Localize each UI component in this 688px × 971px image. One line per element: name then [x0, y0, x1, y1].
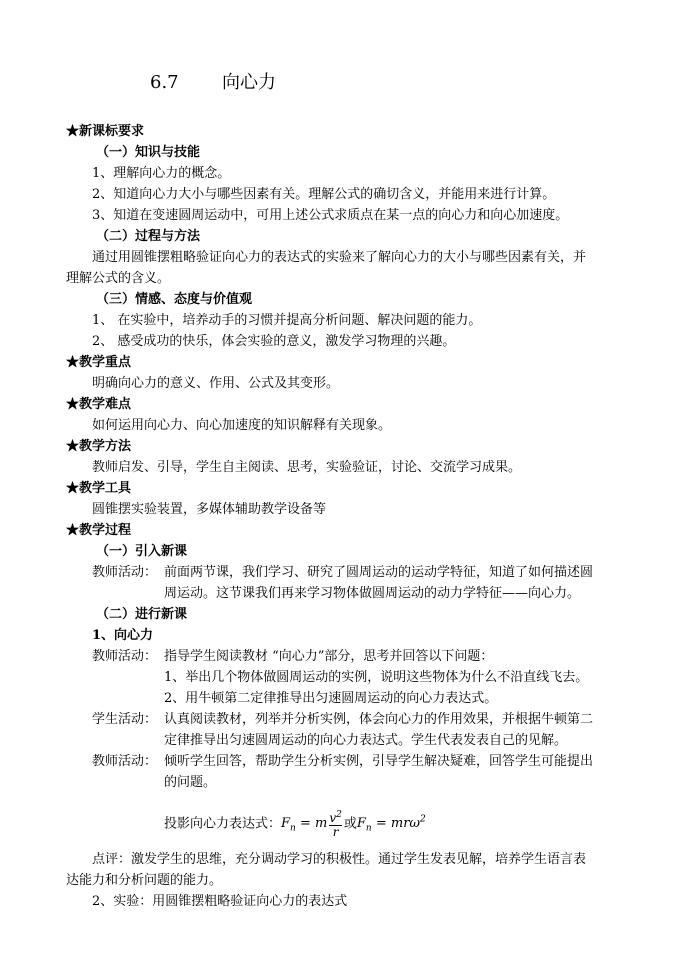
key-points-text: 明确向心力的意义、作用、公式及其变形。 — [92, 376, 340, 391]
teacher-activity-label: 教师活动： — [92, 649, 158, 664]
knowledge-heading: （一）知识与技能 — [96, 145, 201, 160]
tools-text: 圆锥摆实验装置，多媒体辅助教学设备等 — [92, 502, 327, 517]
emotion-item-2: 2、 感受成功的快乐，体会实验的意义，激发学习物理的兴趣。 — [92, 334, 456, 349]
question-2: 2、用牛顿第二定律推导出匀速圆周运动的向心力表达式。 — [164, 691, 498, 706]
intro-heading: （一）引入新课 — [96, 544, 188, 559]
knowledge-item-1: 1、理解向心力的概念。 — [92, 166, 231, 181]
teacher-activity-1: 教师活动： 指导学生阅读教材 “向心力”部分，思考并回答以下问题： — [92, 647, 493, 667]
formula-fraction: $\frac{v^2}{r}$ — [329, 809, 342, 839]
difficulties-text: 如何运用向心力、向心加速度的知识解释有关现象。 — [92, 418, 392, 433]
student-activity-label: 学生活动： — [92, 712, 158, 727]
methods-text: 教师启发、引导，学生自主阅读、思考，实验验证，讨论、交流学习成果。 — [92, 460, 522, 475]
process-method-heading: （二）过程与方法 — [96, 229, 201, 244]
centripetal-force-subheading: 1、向心力 — [92, 628, 154, 643]
knowledge-item-3: 3、知道在变速圆周运动中，可用上述公式求质点在某一点的向心力和向心加速度。 — [92, 208, 569, 223]
comment-line-1: 点评：激发学生的思维，充分调动学习的积极性。通过学生发表见解，培养学生语言表 — [92, 852, 587, 867]
section-number: 6.7 — [150, 72, 179, 93]
section-title: 向心力 — [222, 72, 276, 93]
formula-or: 或 — [343, 816, 357, 832]
teacher-activity-label: 教师活动： — [92, 754, 158, 769]
tools-heading: ★教学工具 — [66, 481, 132, 496]
intro-teacher-line-2: 周运动。这节课我们再来学习物体做圆周运动的动力学特征——向心力。 — [164, 586, 581, 601]
new-lesson-heading: （二）进行新课 — [96, 607, 188, 622]
comment-line-2: 达能力和分析问题的能力。 — [66, 873, 223, 888]
teacher-activity-2-line-1: 教师活动： 倾听学生回答，帮助学生分析实例，引导学生解决疑难，回答学生可能提出 — [92, 752, 593, 772]
methods-heading: ★教学方法 — [66, 439, 132, 454]
teacher-activity-2-line-2: 的问题。 — [164, 775, 217, 790]
knowledge-item-2: 2、知道向心力大小与哪些因素有关。理解公式的确切含义，并能用来进行计算。 — [92, 187, 556, 202]
page-title — [150, 68, 276, 94]
experiment-heading: 2、实验：用圆锥摆粗略验证向心力的表达式 — [92, 894, 348, 909]
teacher-activity-label: 教师活动： — [92, 565, 158, 580]
teaching-process-heading: ★教学过程 — [66, 523, 132, 538]
formula-f-2: $F_n = mr\omega^2$ — [356, 815, 426, 834]
question-1: 1、举出几个物体做圆周运动的实例，说明这些物体为什么不沿直线飞去。 — [164, 670, 589, 685]
intro-teacher-line-1: 教师活动： 前面两节课，我们学习、研究了圆周运动的运动学特征，知道了如何描述圆 — [92, 563, 593, 583]
formula-f: $F_n = m$ — [281, 816, 328, 834]
emotion-heading: （三）情感、态度与价值观 — [96, 292, 253, 307]
requirements-heading: ★新课标要求 — [66, 124, 145, 139]
student-activity-line-1: 学生活动： 认真阅读教材，列举并分析实例，体会向心力的作用效果，并根据牛顿第二 — [92, 710, 593, 730]
formula-label: 投影向心力表达式： — [164, 816, 282, 832]
key-points-heading: ★教学重点 — [66, 355, 132, 370]
student-activity-line-2: 定律推导出匀速圆周运动的向心力表达式。学生代表发表自己的见解。 — [164, 733, 568, 748]
difficulties-heading: ★教学难点 — [66, 397, 132, 412]
process-method-line-1: 通过用圆锥摆粗略验证向心力的表达式的实验来了解向心力的大小与哪些因素有关，并 — [92, 250, 587, 265]
formula-line — [164, 806, 426, 843]
emotion-item-1: 1、 在实验中，培养动手的习惯并提高分析问题、解决问题的能力。 — [92, 313, 482, 328]
process-method-line-2: 理解公式的含义。 — [66, 271, 171, 286]
